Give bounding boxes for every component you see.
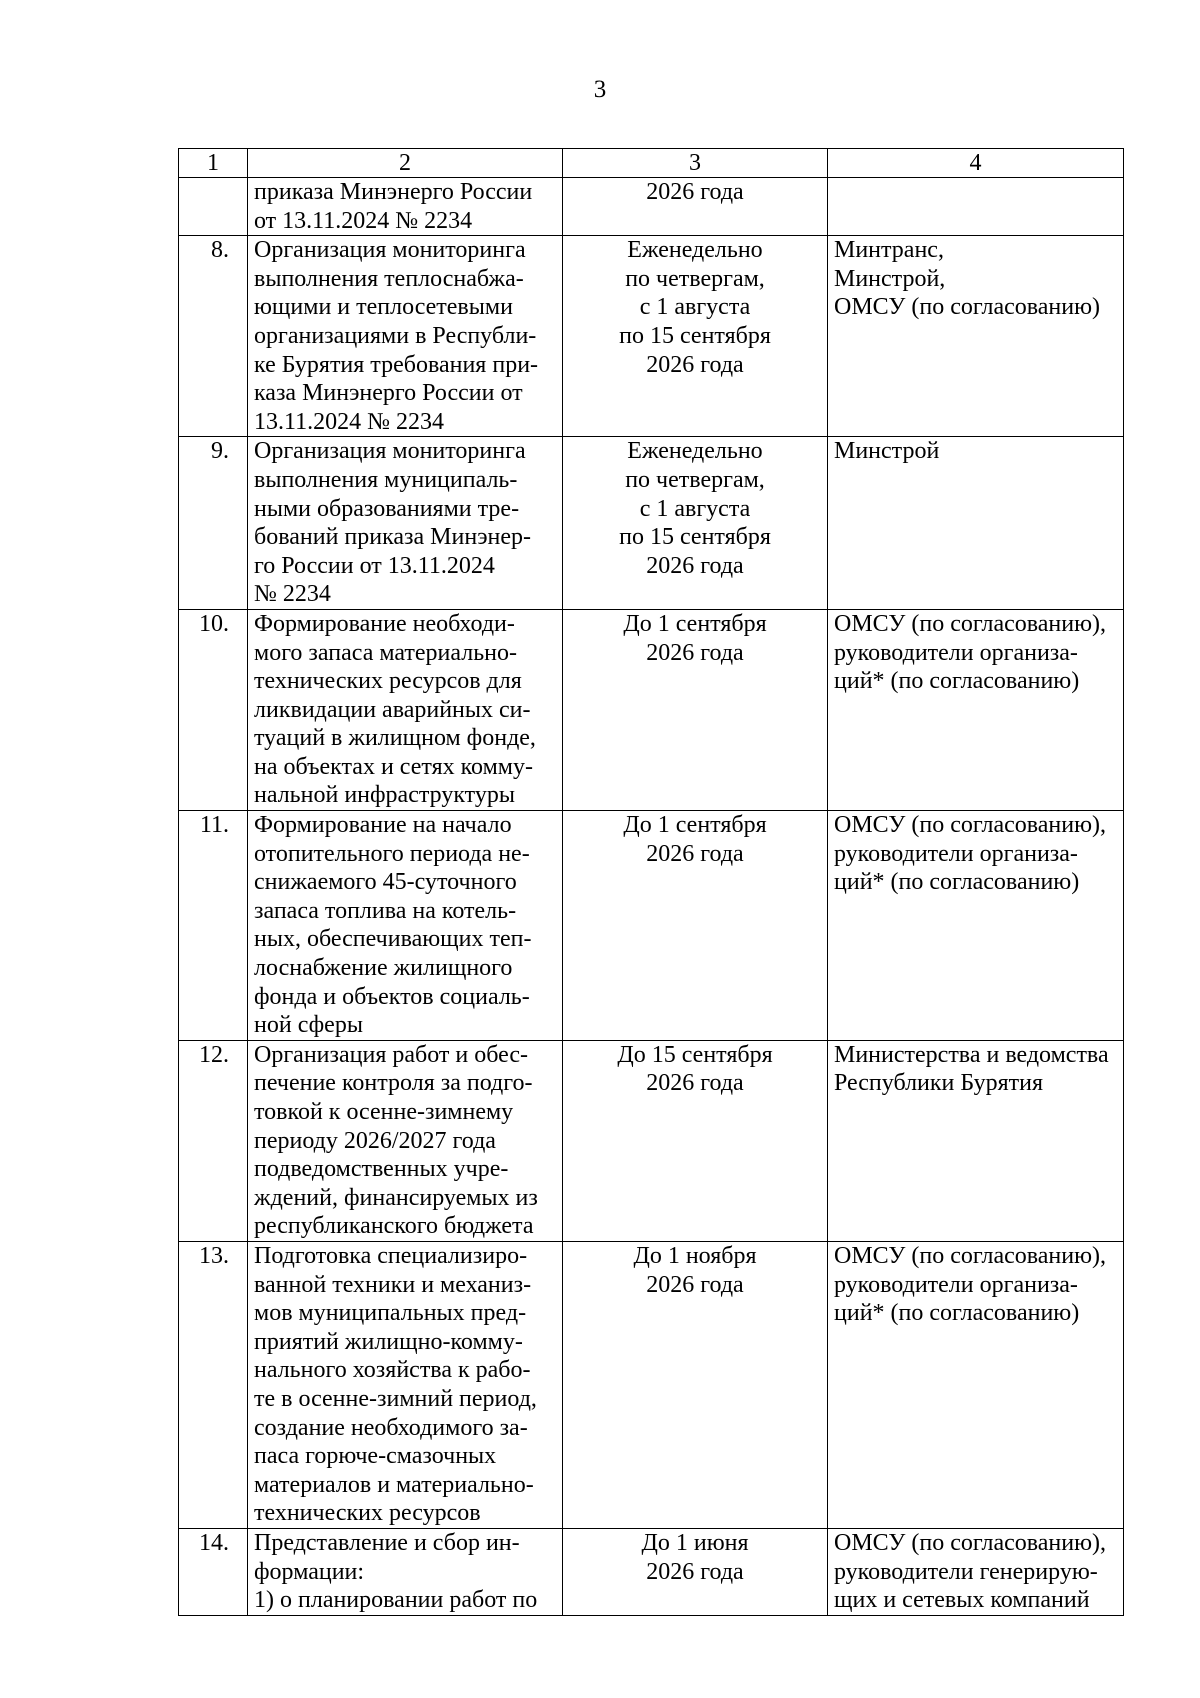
row-number xyxy=(179,178,248,236)
activity-cell: Формирование необходи- мого запаса материально- технических ресурсов для ликвидации аварийных си- туаций в жилищном фонде, на объектах и сетях комму- нальной инфраструктуры xyxy=(248,609,563,810)
responsible-cell: Минстрой xyxy=(828,437,1124,610)
activity-cell: Подготовка специализиро- ванной техники и механиз- мов муниципальных пред- приятий жилищно-комму- нального хозяйства к рабо- те в осенне-зимний период, создание необходимого за- паса горюче-смазочных материалов и материально- технических ресурсов xyxy=(248,1241,563,1528)
row-number: 11. xyxy=(179,811,248,1041)
header-row xyxy=(179,149,1124,178)
deadline-cell: До 1 июня 2026 года xyxy=(563,1528,828,1615)
activity-cell: Формирование на начало отопительного периода не- снижаемого 45-суточного запаса топлива на котель- ных, обеспечивающих теп- лоснабжение жилищного фонда и объектов социаль- ной сферы xyxy=(248,811,563,1041)
table-row xyxy=(179,1528,1124,1615)
table-row xyxy=(179,1040,1124,1241)
deadline-cell: До 15 сентября 2026 года xyxy=(563,1040,828,1241)
table-row xyxy=(179,609,1124,810)
deadline-cell: 2026 года xyxy=(563,178,828,236)
row-number: 14. xyxy=(179,1528,248,1615)
responsible-cell xyxy=(828,178,1124,236)
header-cell: 4 xyxy=(828,149,1124,178)
page-number: 3 xyxy=(593,76,607,103)
row-number: 8. xyxy=(179,236,248,437)
responsible-cell: ОМСУ (по согласованию), руководители организа- ций* (по согласованию) xyxy=(828,609,1124,810)
header-cell: 1 xyxy=(179,149,248,178)
header-cell: 3 xyxy=(563,149,828,178)
deadline-cell: До 1 сентября 2026 года xyxy=(563,609,828,810)
table-row xyxy=(179,1241,1124,1528)
deadline-cell: Еженедельно по четвергам, с 1 августа по 15 сентября 2026 года xyxy=(563,437,828,610)
row-number: 12. xyxy=(179,1040,248,1241)
header-cell: 2 xyxy=(248,149,563,178)
plan-table xyxy=(178,148,1124,1616)
responsible-cell: ОМСУ (по согласованию), руководители генерирую- щих и сетевых компаний xyxy=(828,1528,1124,1615)
deadline-cell: До 1 сентября 2026 года xyxy=(563,811,828,1041)
table-row xyxy=(179,437,1124,610)
table-row xyxy=(179,178,1124,236)
activity-cell: Организация мониторинга выполнения муниципаль- ными образованиями тре- бований приказа Минэнер- го России от 13.11.2024 № 2234 xyxy=(248,437,563,610)
activity-cell: приказа Минэнерго России от 13.11.2024 № 2234 xyxy=(248,178,563,236)
deadline-cell: Еженедельно по четвергам, с 1 августа по 15 сентября 2026 года xyxy=(563,236,828,437)
responsible-cell: ОМСУ (по согласованию), руководители организа- ций* (по согласованию) xyxy=(828,811,1124,1041)
table-row xyxy=(179,236,1124,437)
activity-cell: Организация работ и обес- печение контроля за подго- товкой к осенне-зимнему периоду 2026/2027 года подведомственных учре- ждений, финансируемых из республиканского бюджета xyxy=(248,1040,563,1241)
table-row xyxy=(179,811,1124,1041)
activity-cell: Представление и сбор ин- формации: 1) о планировании работ по xyxy=(248,1528,563,1615)
row-number: 10. xyxy=(179,609,248,810)
responsible-cell: Минтранс, Минстрой, ОМСУ (по согласованию) xyxy=(828,236,1124,437)
row-number: 9. xyxy=(179,437,248,610)
row-number: 13. xyxy=(179,1241,248,1528)
responsible-cell: Министерства и ведомства Республики Бурятия xyxy=(828,1040,1124,1241)
deadline-cell: До 1 ноября 2026 года xyxy=(563,1241,828,1528)
responsible-cell: ОМСУ (по согласованию), руководители организа- ций* (по согласованию) xyxy=(828,1241,1124,1528)
activity-cell: Организация мониторинга выполнения теплоснабжа- ющими и теплосетевыми организациями в Республи- ке Бурятия требования при- каза Минэнерго России от 13.11.2024 № 2234 xyxy=(248,236,563,437)
